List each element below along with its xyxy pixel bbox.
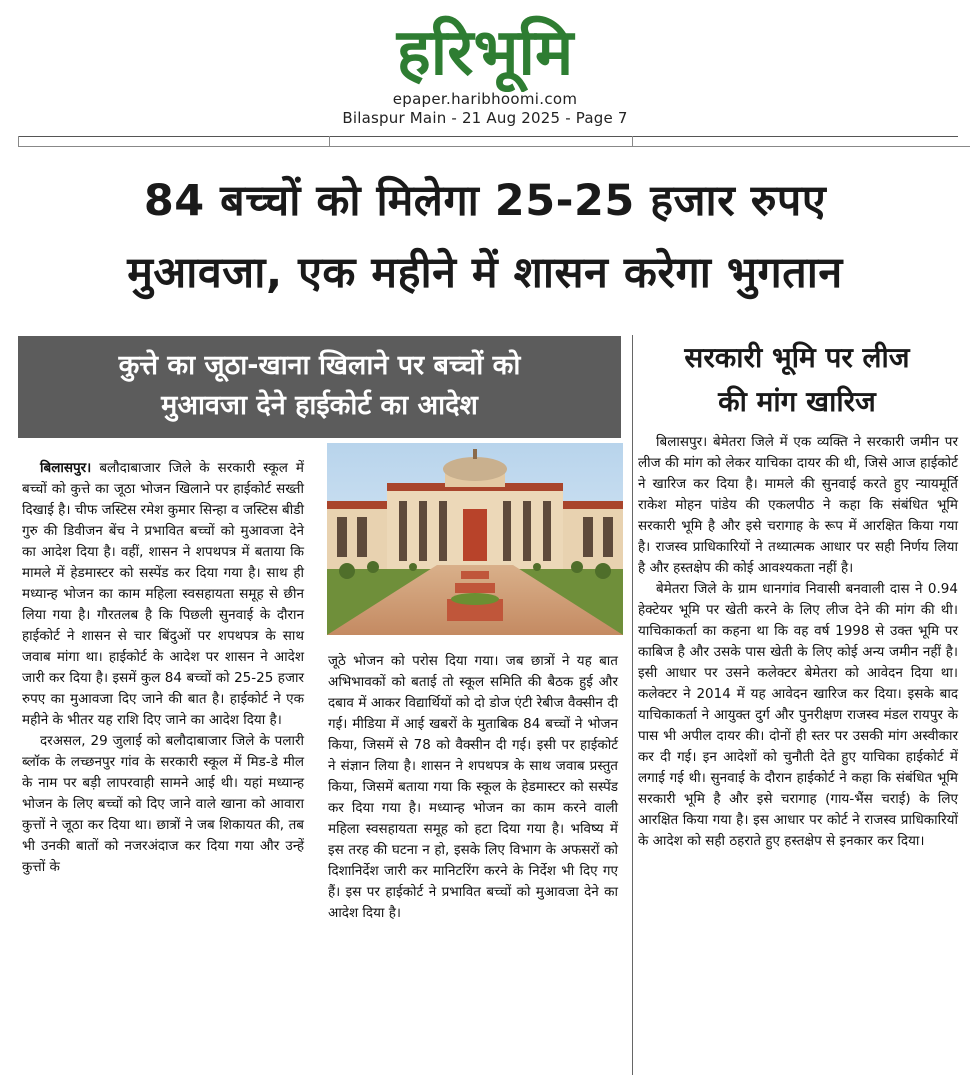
divider <box>18 136 19 146</box>
edition-info: Bilaspur Main - 21 Aug 2025 - Page 7 <box>342 109 628 127</box>
site-url[interactable]: epaper.haribhoomi.com <box>392 90 578 108</box>
main-headline-line1: 84 बच्चों को मिलेगा 25-25 हजार रुपए <box>143 176 827 226</box>
paragraph: दरअसल, 29 जुलाई को बलौदाबाजार जिले के पलारी ब्लॉक के लच्छनपुर गांव के सरकारी स्कूल में मिड-डे मील के नाम पर बड़ी लापरवाही सामने आई थी। यहां मध्यान्ह भोजन के लिए बच्चों को दिए जाने वाले खाना को आवारा कुत्तों ने जूठा कर दिया था। छात्रों ने जब शिकायत की, तब भी उनकी बातों को नजरअंदाज कर दिया गया और उन्हें कुत्तों के <box>22 733 304 875</box>
masthead <box>0 0 970 140</box>
divider <box>329 136 330 146</box>
paragraph: बिलासपुर। बेमेतरा जिले में एक व्यक्ति ने सरकारी जमीन पर लीज की मांग को लेकर याचिका दायर की थी, जिसे आज हाईकोर्ट ने खारिज कर दिया है। मामले की सुनवाई करते हुए न्यायमूर्ति राकेश मोहन पांडेय की एकलपीठ ने कहा कि संबंधित भूमि सरकारी भूमि है और इसे चरागाह के रूप में आरक्षित किया गया है। राजस्व प्राधिकारियों ने तथ्यात्मक आधार पर सही निर्णय लिया है और हस्तक्षेप की कोई आवश्यकता नहीं है। <box>638 434 958 576</box>
side-headline-line2: की मांग खारिज <box>718 385 876 418</box>
divider <box>632 136 633 146</box>
main-story-column-2 <box>328 651 618 924</box>
high-court-photo <box>327 443 623 635</box>
subheadline-box <box>18 336 621 438</box>
divider <box>18 146 970 147</box>
side-story-column <box>638 432 958 852</box>
subheadline-line1: कुत्ते का जूठा-खाना खिलाने पर बच्चों को <box>118 350 521 381</box>
svg-text:हरिभूमि: हरिभूमि <box>396 16 574 90</box>
paragraph: जूठे भोजन को परोस दिया गया। जब छात्रों ने यह बात अभिभावकों को बताई तो स्कूल समिति की बैठक हुई और दबाव में आकर विद्यार्थियों को दो डोज एंटी रेबीज वैक्सीन दी गई। मीडिया में आई खबरों के मुताबिक 84 बच्चों ने भोजन किया, जिसमें से 78 को वैक्सीन दी गई। इसी पर हाईकोर्ट ने संज्ञान लिया है। शासन ने शपथपत्र के साथ जवाब प्रस्तुत किया, जिसमें बताया गया कि स्कूल के हेडमास्टर को सस्पेंड कर दिया गया है। मध्यान्ह भोजन का काम करने वाली महिला स्वसहायता समूह को हटा दिया गया है। भविष्य में इस तरह की घटना न हो, इसके लिए विभाग के अफसरों को दिशानिर्देश जारी कर मानिटरिंग करने के निर्देश भी दिए गए हैं। इस पर हाईकोर्ट ने प्रभावित बच्चों को मुआवजा देने का आदेश दिया है। <box>328 653 618 921</box>
paragraph <box>22 458 304 731</box>
paragraph: बेमेतरा जिले के ग्राम धानगांव निवासी बनवाली दास ने 0.94 हेक्टेयर भूमि पर खेती करने के लिए लीज देने की मांग की थी। याचिकाकर्ता का कहना था कि वह वर्ष 1998 से उक्त भूमि पर काबिज है और उसके पास खेती के लिए कोई अन्य जमीन नहीं है। इसी आधार पर उसने कलेक्टर बेमेतरा को आवेदन दिया था। कलेक्टर ने 2014 में यह आवेदन खारिज कर दिया। इसके बाद याचिकाकर्ता ने आयुक्त दुर्ग और पुनरीक्षण राजस्व मंडल रायपुर के पास भी अपील दायर की। दोनों ही स्तर पर उसकी मांग अस्वीकार कर दी गई। इन आदेशों को चुनौती देते हुए याचिका हाईकोर्ट में लगाई गई थी। सुनवाई के दौरान हाईकोर्ट ने कहा कि संबंधित भूमि सरकारी भूमि है और इसे चरागाह (गाय-भैंस चराई) के लिए आरक्षित किया गया है। इस आधार पर कोर्ट ने राजस्व प्राधिकारियों के आदेश को सही ठहराते हुए हस्तक्षेप से इनकार कर दिया। <box>638 581 958 849</box>
main-story-column-1 <box>22 458 304 878</box>
haribhoomi-logo[interactable] <box>335 8 635 92</box>
main-headline-line2: मुआवजा, एक महीने में शासन करेगा भुगतान <box>127 248 843 298</box>
dateline: बिलासपुर। <box>40 460 92 476</box>
side-story-headline <box>636 336 958 424</box>
column-divider <box>632 335 633 1075</box>
divider <box>18 136 958 137</box>
paragraph-text: बलौदाबाजार जिले के सरकारी स्कूल में बच्चों को कुत्ते का जूठा भोजन खिलाने पर हाईकोर्ट सख्ती दिखाई है। चीफ जस्टिस रमेश कुमार सिन्हा व जस्टिस बीडी गुरु की डिवीजन बेंच ने प्रभावित बच्चों को मुआवजा देने का आदेश दिया है। वहीं, शासन ने शपथपत्र में बताया कि मामले में हेडमास्टर को सस्पेंड कर दिया गया है। साथ ही मध्यान्ह भोजन का काम महिला स्वसहायता समूह से छीन लिया गया है। गौरतलब है कि पिछली सुनवाई के दौरान हाईकोर्ट ने शासन से चार बिंदुओं पर शपथपत्र के साथ जवाब मांगा था। हाईकोर्ट के आदेश पर शासन ने आदेश जारी कर दिया है। इसमें कुल 84 बच्चों को 25-25 हजार रुपए का मुआवजा दिए जाने की बात है। हाईकोर्ट ने एक महीने के भीतर यह राशि दिए जाने का आदेश दिया है। <box>22 460 304 728</box>
subheadline-line2: मुआवजा देने हाईकोर्ट का आदेश <box>161 390 478 421</box>
side-headline-line1: सरकारी भूमि पर लीज <box>684 341 910 374</box>
